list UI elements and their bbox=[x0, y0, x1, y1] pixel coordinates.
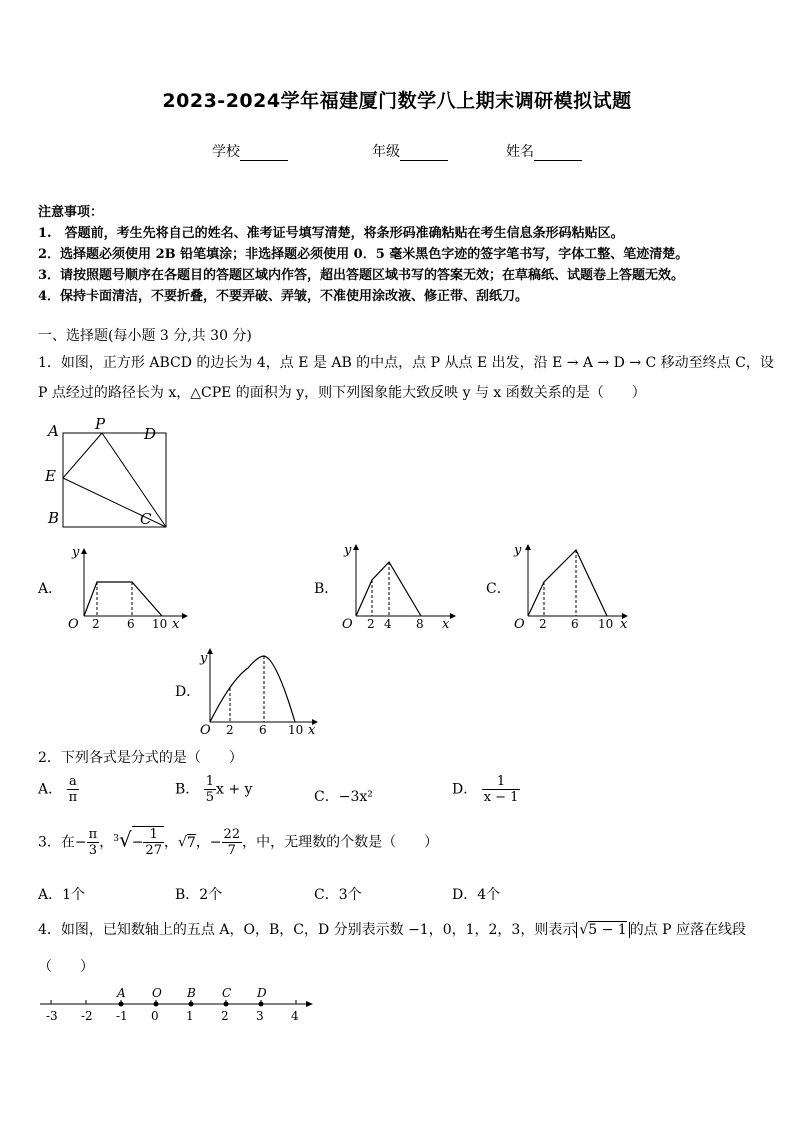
tick-label: -1 bbox=[116, 1009, 128, 1023]
notes-heading: 注意事项： bbox=[38, 205, 104, 220]
graph-a-tick: 10 bbox=[152, 617, 168, 631]
numerator: 1 bbox=[482, 774, 521, 790]
tick-label: 1 bbox=[186, 1009, 194, 1023]
fraction bbox=[482, 774, 521, 805]
note-item: 3．请按照题号顺序在各题目的答题区域内作答，超出答题区域书写的答案无效；在草稿纸、试题卷上答题无效。 bbox=[38, 268, 685, 283]
q3-suffix: ，中，无理数的个数是（ ） bbox=[242, 834, 439, 851]
fraction bbox=[222, 827, 243, 858]
sqrt-icon: √ bbox=[579, 922, 589, 938]
tick-label: 0 bbox=[151, 1009, 159, 1023]
numerator: 1 bbox=[205, 774, 215, 789]
denominator: x − 1 bbox=[483, 790, 519, 805]
point-marker bbox=[119, 1002, 124, 1007]
graph-c-xlabel: x bbox=[620, 617, 628, 632]
page-title: 2023-2024学年福建厦门数学八上期末调研模拟试题 bbox=[162, 90, 632, 112]
graph-b-origin: O bbox=[342, 617, 353, 632]
graph-c-tick: 6 bbox=[571, 617, 579, 631]
grade-blank[interactable] bbox=[400, 146, 448, 161]
sqrt-icon: √ bbox=[177, 834, 187, 851]
point-label: B bbox=[187, 986, 196, 1000]
tick-label: 2 bbox=[221, 1009, 229, 1023]
q1-option-b[interactable]: B． bbox=[314, 581, 339, 597]
school-label: 学校 bbox=[212, 144, 240, 160]
graph-b-tick: 4 bbox=[384, 617, 392, 631]
point-label: D bbox=[257, 986, 267, 1000]
label-c: C bbox=[140, 510, 152, 528]
graph-c-line bbox=[528, 550, 607, 616]
numerator: 1 bbox=[143, 827, 164, 843]
q4-line1 bbox=[38, 920, 746, 940]
option-label: B． bbox=[175, 781, 200, 798]
graph-a bbox=[62, 544, 192, 634]
point-label: O bbox=[152, 986, 162, 1000]
number-line bbox=[36, 985, 326, 1025]
q3-option-a[interactable]: A．1个 bbox=[38, 887, 86, 903]
denominator: π bbox=[68, 790, 78, 805]
label-e: E bbox=[45, 467, 56, 485]
radicand: 5 − 1 bbox=[588, 922, 627, 938]
graph-a-line bbox=[84, 582, 162, 616]
q4-line2: （ ） bbox=[38, 959, 94, 975]
point-marker bbox=[189, 1002, 194, 1007]
point-marker bbox=[154, 1002, 159, 1007]
q2-option-a[interactable] bbox=[38, 774, 79, 805]
graph-c-origin: O bbox=[514, 617, 525, 632]
name-label: 姓名 bbox=[506, 144, 534, 160]
graph-d-curve bbox=[210, 656, 295, 722]
graph-a-origin: O bbox=[68, 617, 79, 632]
segment-pc bbox=[102, 433, 166, 527]
segment-ep bbox=[63, 433, 102, 478]
graph-c bbox=[508, 538, 638, 634]
graph-a-tick: 6 bbox=[127, 617, 135, 631]
graph-d-tick: 6 bbox=[259, 723, 267, 737]
graph-c-tick: 10 bbox=[598, 617, 614, 631]
fraction bbox=[87, 827, 100, 858]
numerator: a bbox=[67, 774, 80, 790]
cube-root-icon: √ bbox=[118, 827, 132, 852]
graph-b-xlabel: x bbox=[442, 617, 450, 632]
graph-d-xlabel: x bbox=[308, 723, 316, 738]
grade-field[interactable] bbox=[372, 141, 448, 161]
graph-a-ylabel: y bbox=[72, 545, 80, 560]
q3-option-c[interactable]: C．3个 bbox=[314, 887, 362, 903]
tick-label: 3 bbox=[256, 1009, 264, 1023]
name-blank[interactable] bbox=[534, 146, 582, 161]
radicand: − $\frac{1}{27}$ bbox=[131, 827, 162, 858]
abs-value bbox=[576, 922, 629, 938]
school-field[interactable] bbox=[212, 141, 288, 161]
label-p: P bbox=[95, 418, 106, 433]
denominator: 3 bbox=[88, 843, 98, 858]
graph-a-xlabel: x bbox=[172, 617, 180, 632]
q2-option-b[interactable] bbox=[175, 774, 252, 805]
option-label: C． bbox=[314, 789, 339, 805]
point-label: C bbox=[222, 986, 232, 1000]
q4-text-end: 的点 P 应落在线段 bbox=[629, 922, 747, 938]
fraction bbox=[204, 774, 216, 805]
graph-b-tick: 2 bbox=[367, 617, 375, 631]
denominator: 27 bbox=[145, 843, 162, 858]
point-marker bbox=[259, 1002, 264, 1007]
school-blank[interactable] bbox=[240, 146, 288, 161]
q3-prefix: 3．在 bbox=[38, 834, 75, 851]
graph-d-tick: 2 bbox=[226, 723, 234, 737]
tick-label: -2 bbox=[81, 1009, 93, 1023]
note-item: 1. 答题前，考生先将自己的姓名、准考证号填写清楚，将条形码准确粘贴在考生信息条形码粘贴区。 bbox=[38, 226, 624, 241]
numerator: 22 bbox=[223, 827, 241, 842]
option-label: D． bbox=[452, 781, 478, 798]
note-item: 2．选择题必须使用 2B 铅笔填涂；非选择题必须使用 0．5 毫米黑色字迹的签字笔书写，字体工整、笔迹清楚。 bbox=[38, 247, 689, 262]
tick-label: 4 bbox=[291, 1009, 299, 1023]
expression: −3x² bbox=[338, 789, 373, 805]
graph-d-origin: O bbox=[200, 723, 211, 738]
note-item: 4．保持卡面清洁，不要折叠，不要弄破、弄皱，不准使用涂改液、修正带、刮纸刀。 bbox=[38, 289, 529, 304]
tick-label: -3 bbox=[46, 1009, 58, 1023]
label-a: A bbox=[48, 422, 59, 440]
label-d: D bbox=[144, 425, 157, 443]
point-marker bbox=[224, 1002, 229, 1007]
option-label: A． bbox=[38, 781, 63, 798]
graph-d-tick: 10 bbox=[288, 723, 304, 737]
root-index: 3 bbox=[113, 833, 119, 844]
denominator: 7 bbox=[227, 843, 236, 858]
notes-block bbox=[38, 202, 688, 307]
numerator: π bbox=[88, 827, 98, 842]
section-heading: 一、选择题(每小题 3 分,共 30 分) bbox=[38, 328, 252, 344]
point-label: A bbox=[117, 986, 126, 1000]
denominator: 5 bbox=[205, 790, 215, 805]
q3-option-d[interactable]: D．4个 bbox=[452, 887, 501, 903]
q1-option-a[interactable]: A． bbox=[38, 581, 63, 597]
graph-d bbox=[196, 640, 326, 740]
graph-b bbox=[336, 538, 466, 634]
graph-c-tick: 2 bbox=[539, 617, 547, 631]
radicand: 7 bbox=[186, 834, 196, 851]
square-figure bbox=[40, 418, 170, 530]
label-b: B bbox=[48, 509, 60, 527]
expression-rest: x + y bbox=[216, 781, 253, 798]
graph-d-ylabel: y bbox=[200, 651, 208, 666]
q4-text: 4．如图，已知数轴上的五点 A，O，B，C，D 分别表示数 −1，0，1，2，3，则表示 bbox=[38, 922, 577, 938]
q2-option-d[interactable] bbox=[452, 774, 520, 805]
graph-c-ylabel: y bbox=[514, 543, 522, 558]
q1-line1: 1．如图，正方形 ABCD 的边长为 4，点 E 是 AB 的中点，点 P 从点 E 出发，沿 E → A → D → C 移动至终点 C，设 bbox=[38, 355, 774, 371]
name-field[interactable] bbox=[506, 141, 582, 161]
q3-stem: 3．在− $\frac{\pi}{3}$ ，$^3$√− $\frac{1}{27}$ ，√7，− $\frac{22}{7}$ ，中，无理数的个数是（ ） bbox=[38, 827, 439, 858]
q1-option-c[interactable]: C． bbox=[486, 581, 511, 597]
q1-option-d[interactable]: D． bbox=[175, 684, 201, 700]
q1-line2: P 点经过的路径长为 x，△CPE 的面积为 y，则下列图象能大致反映 y 与 x 函数关系的是（ ） bbox=[38, 385, 646, 401]
graph-b-ylabel: y bbox=[344, 543, 352, 558]
q3-option-b[interactable]: B．2个 bbox=[175, 887, 223, 903]
graph-a-tick: 2 bbox=[92, 617, 100, 631]
fraction bbox=[67, 774, 80, 805]
q2-stem: 2．下列各式是分式的是（ ） bbox=[38, 750, 243, 766]
grade-label: 年级 bbox=[372, 144, 400, 160]
graph-b-tick: 8 bbox=[416, 617, 424, 631]
q2-option-c[interactable] bbox=[314, 786, 373, 806]
